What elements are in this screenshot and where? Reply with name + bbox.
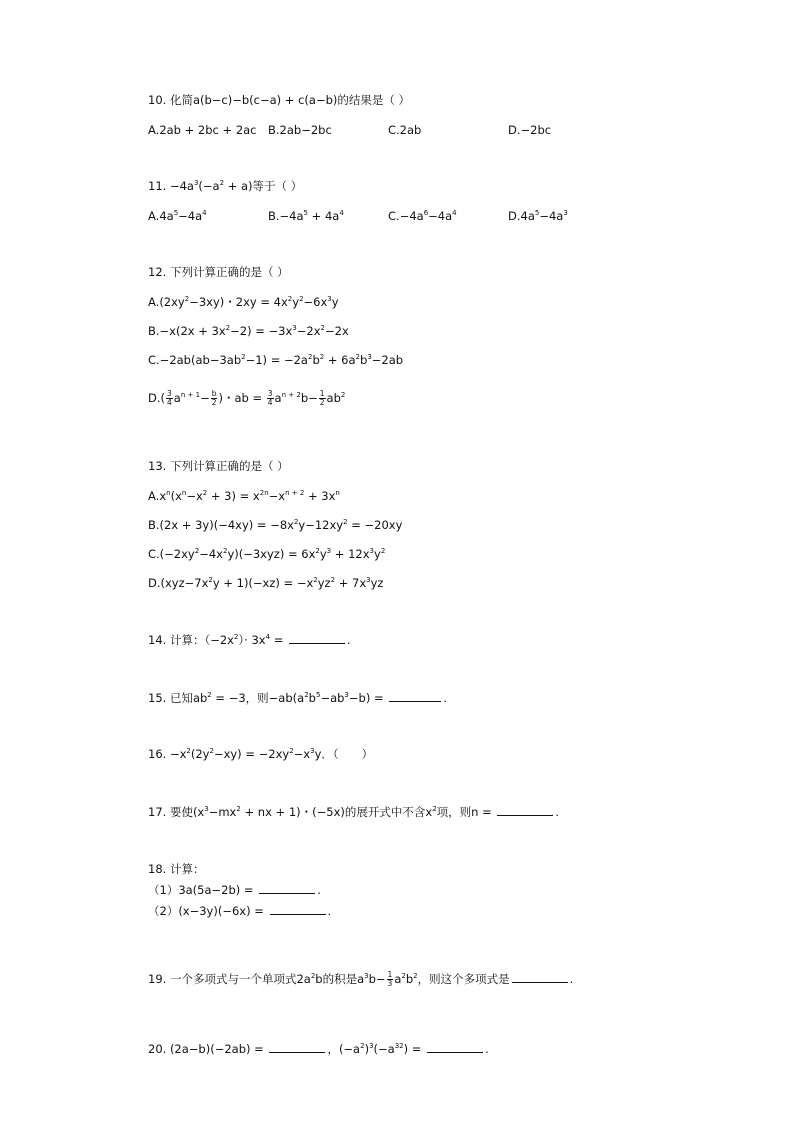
q11-stem: 11. $-4a^3(-a^2 + a)$等于（ ） (148, 179, 303, 193)
q12-option-c: $C.-2ab(ab-3ab^2-1) = -2a^2b^2 + 6a^2b^3-2ab$ (148, 353, 404, 367)
q13-option-a: $A.x^n(x^n-x^2 + 3) = x^{2n}-x^{n + 2} + 3x^n$ (148, 489, 340, 503)
q13-option-d: $D.(xyz-7x^2y + 1)(-xz) = -x^2yz^2 + 7x^3yz$ (148, 576, 384, 590)
q19-stem: 19. 一个多项式与一个单项式$2a^2b$的积是$a^3b-$ $\frac{1}{3}$ $a^2b^2$，则这个多项式是 . (148, 970, 574, 988)
q14-stem: 14. 计算：$(-2x^2)\cdot 3x^4$ = . (148, 633, 351, 647)
q11-number: 11. (148, 179, 167, 193)
q18-1-answer-blank[interactable] (259, 882, 315, 894)
q14-answer-blank[interactable] (289, 632, 345, 644)
q11-option-b: $B.-4a^5 + 4a^4$ (268, 209, 344, 223)
q20-answer-blank-2[interactable] (427, 1041, 483, 1053)
q13-option-b: $B.(2x + 3y)(-4xy) = -8x^2y-12xy^2 = -20xy$ (148, 518, 403, 532)
q16-judge-blank[interactable]: （ ） (332, 747, 374, 761)
q18-title: 18. 计算： (148, 862, 205, 876)
q12-option-d: D.( $\frac{3}{4}$ $a^{n + 1}-$ $\frac{b}{2}$ )・ab = $\frac{3}{4}$ $a^{n + 2}b-$ $\frac{1}{2}$ $ab^2$ (148, 389, 346, 407)
q13-stem: 13. 下列计算正确的是（ ） (148, 459, 289, 473)
q18-part-1: （1）3a(5a−2b) = . (148, 883, 321, 897)
q20-answer-blank-1[interactable] (269, 1041, 325, 1053)
q15-stem: 15. 已知$ab^2 = -3$，则$-ab(a^2b^5-ab^3-b)$ = . (148, 691, 447, 705)
q12-option-a: $A.(2xy^2-3xy)$・$2xy = 4x^2y^2-6x^3y$ (148, 295, 339, 309)
q17-stem: 17. 要使($x^3-mx^2$ + nx + 1)・(−5x)的展开式中不含$x^2$项，则n = . (148, 805, 560, 819)
q12-stem: 12. 下列计算正确的是（ ） (148, 265, 289, 279)
q13-option-c: $C.(-2xy^2-4x^2y)(-3xyz) = 6x^2y^3 + 12x^3y^2$ (148, 547, 386, 561)
q18-part-2: （2）(x−3y)(−6x) = . (148, 904, 332, 918)
q10-option-c: C.2ab (388, 123, 422, 137)
q12-option-b: $B.-x(2x + 3x^2-2) = -3x^3-2x^2-2x$ (148, 324, 349, 338)
q11-option-d: $D.4a^5-4a^3$ (508, 209, 568, 223)
q10-option-d: D.−2bc (508, 123, 552, 137)
q20-stem: 20. (2a−b)(−2ab) = ，$(-a^2)^3(-a^{32})$ = . (148, 1042, 489, 1056)
q15-answer-blank[interactable] (389, 690, 441, 702)
q10-option-b: B.2ab−2bc (268, 123, 332, 137)
q10-stem: 10. 化简a(b−c)−b(c−a) + c(a−b)的结果是（ ） (148, 93, 411, 107)
q11-option-a: $A.4a^5-4a^4$ (148, 209, 207, 223)
q16-stem: 16. $-x^2(2y^2-xy) = -2xy^2-x^3y$．（ ） (148, 747, 374, 761)
q11-stem-end: 等于（ ） (252, 179, 303, 193)
q10-option-a: A.2ab + 2bc + 2ac (148, 123, 257, 137)
q19-answer-blank[interactable] (512, 971, 568, 983)
q17-answer-blank[interactable] (497, 804, 553, 816)
q11-option-c: $C.-4a^6-4a^4$ (388, 209, 457, 223)
q18-2-answer-blank[interactable] (270, 903, 326, 915)
